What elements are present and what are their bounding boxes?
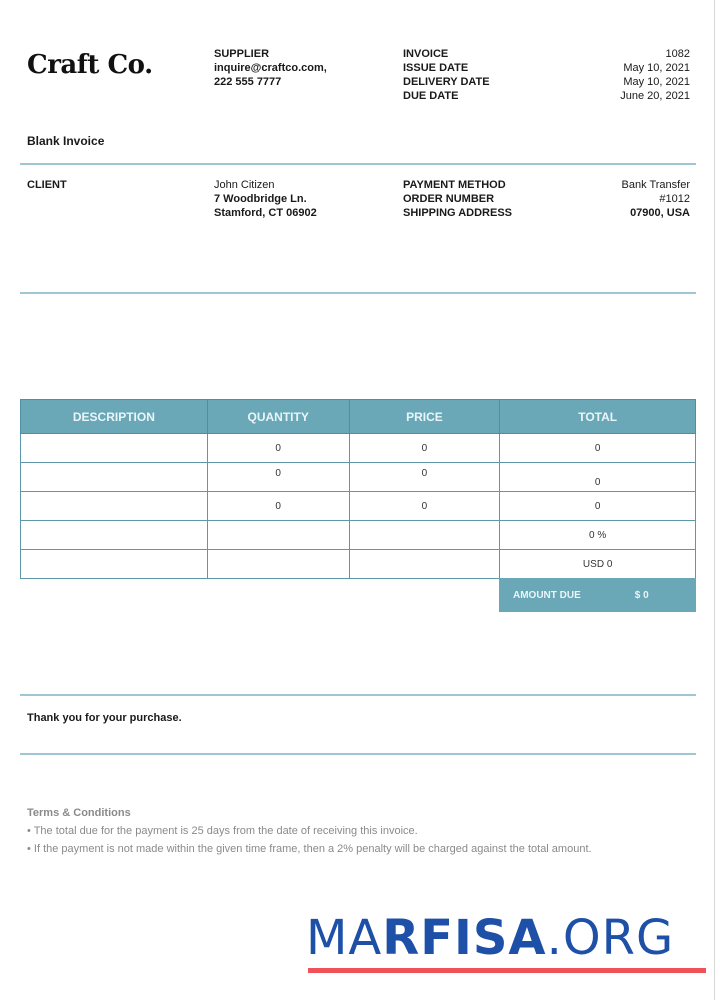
cell-total: 0 — [500, 434, 696, 463]
cell-description[interactable] — [21, 492, 208, 521]
cell-empty — [349, 550, 500, 579]
cell-empty — [207, 521, 349, 550]
payment-values — [560, 178, 690, 220]
divider-thanks-top — [20, 694, 696, 696]
payment-method-value: Bank Transfer — [621, 179, 690, 191]
cell-quantity[interactable]: 0 — [207, 434, 349, 463]
client-address-line1: 7 Woodbridge Ln. — [214, 193, 307, 205]
cell-empty — [21, 521, 208, 550]
header-price: PRICE — [349, 400, 500, 434]
divider-client — [20, 292, 696, 294]
subtotal-row — [21, 550, 696, 579]
header-total: TOTAL — [500, 400, 696, 434]
cell-total: 0 — [500, 463, 696, 492]
cell-price[interactable]: 0 — [349, 492, 500, 521]
cell-empty — [207, 550, 349, 579]
cell-empty — [21, 550, 208, 579]
terms-item: • The total due for the payment is 25 days from the date of receiving this invoice. — [27, 825, 418, 837]
cell-description[interactable] — [21, 434, 208, 463]
thank-you-note: Thank you for your purchase. — [27, 712, 182, 724]
watermark-part1: MA — [306, 910, 383, 966]
table-row — [21, 434, 696, 463]
header-quantity: QUANTITY — [207, 400, 349, 434]
tax-value: 0 % — [500, 521, 696, 550]
delivery-date-value: May 10, 2021 — [623, 76, 690, 88]
company-logo: Craft Co. — [27, 50, 153, 80]
invoice-number-label: INVOICE — [403, 48, 449, 60]
table-header-row — [21, 400, 696, 434]
amount-due-box — [499, 578, 696, 612]
items-table — [20, 399, 696, 579]
tax-row — [21, 521, 696, 550]
supplier-phone: 222 555 7777 — [214, 76, 282, 88]
cell-description[interactable] — [21, 463, 208, 492]
divider-top — [20, 163, 696, 165]
watermark-underline — [308, 968, 706, 973]
due-date-value: June 20, 2021 — [620, 90, 690, 102]
shipping-address-value: 07900, USA — [630, 207, 690, 219]
supplier-block — [214, 47, 374, 89]
watermark-logo — [306, 908, 674, 968]
client-info — [214, 178, 384, 220]
payment-method-label: PAYMENT METHOD — [403, 179, 506, 191]
order-number-label: ORDER NUMBER — [403, 193, 495, 205]
cell-price[interactable]: 0 — [349, 434, 500, 463]
watermark-part2: RFISA — [382, 910, 547, 966]
page-edge — [714, 0, 715, 1000]
payment-labels — [403, 178, 563, 220]
cell-quantity[interactable]: 0 — [207, 492, 349, 521]
invoice-meta-values — [560, 47, 690, 103]
terms-title: Terms & Conditions — [27, 807, 131, 819]
document-title: Blank Invoice — [27, 134, 105, 148]
delivery-date-label: DELIVERY DATE — [403, 76, 490, 88]
subtotal-value: USD 0 — [500, 550, 696, 579]
client-address-line2: Stamford, CT 06902 — [214, 207, 317, 219]
client-name: John Citizen — [214, 179, 275, 191]
due-date-label: DUE DATE — [403, 90, 459, 102]
cell-empty — [349, 521, 500, 550]
terms-item: • If the payment is not made within the given time frame, then a 2% penalty will be charged against the total amount. — [27, 843, 592, 855]
table-row — [21, 463, 696, 492]
invoice-meta-labels — [403, 47, 563, 103]
header-description: DESCRIPTION — [21, 400, 208, 434]
terms-block — [27, 804, 627, 858]
shipping-address-label: SHIPPING ADDRESS — [403, 207, 513, 219]
invoice-number-value: 1082 — [665, 48, 690, 60]
watermark-part3: .ORG — [546, 910, 675, 966]
issue-date-label: ISSUE DATE — [403, 62, 469, 74]
amount-due-value: $ 0 — [634, 589, 649, 601]
amount-due-label: AMOUNT DUE — [513, 589, 581, 601]
divider-thanks-bottom — [20, 753, 696, 755]
cell-quantity[interactable]: 0 — [207, 463, 349, 492]
supplier-label: SUPPLIER — [214, 48, 270, 60]
order-number-value: #1012 — [659, 193, 690, 205]
supplier-email: inquire@craftco.com, — [214, 62, 327, 74]
cell-total: 0 — [500, 492, 696, 521]
cell-price[interactable]: 0 — [349, 463, 500, 492]
issue-date-value: May 10, 2021 — [623, 62, 690, 74]
table-row — [21, 492, 696, 521]
client-label: CLIENT — [27, 179, 67, 191]
